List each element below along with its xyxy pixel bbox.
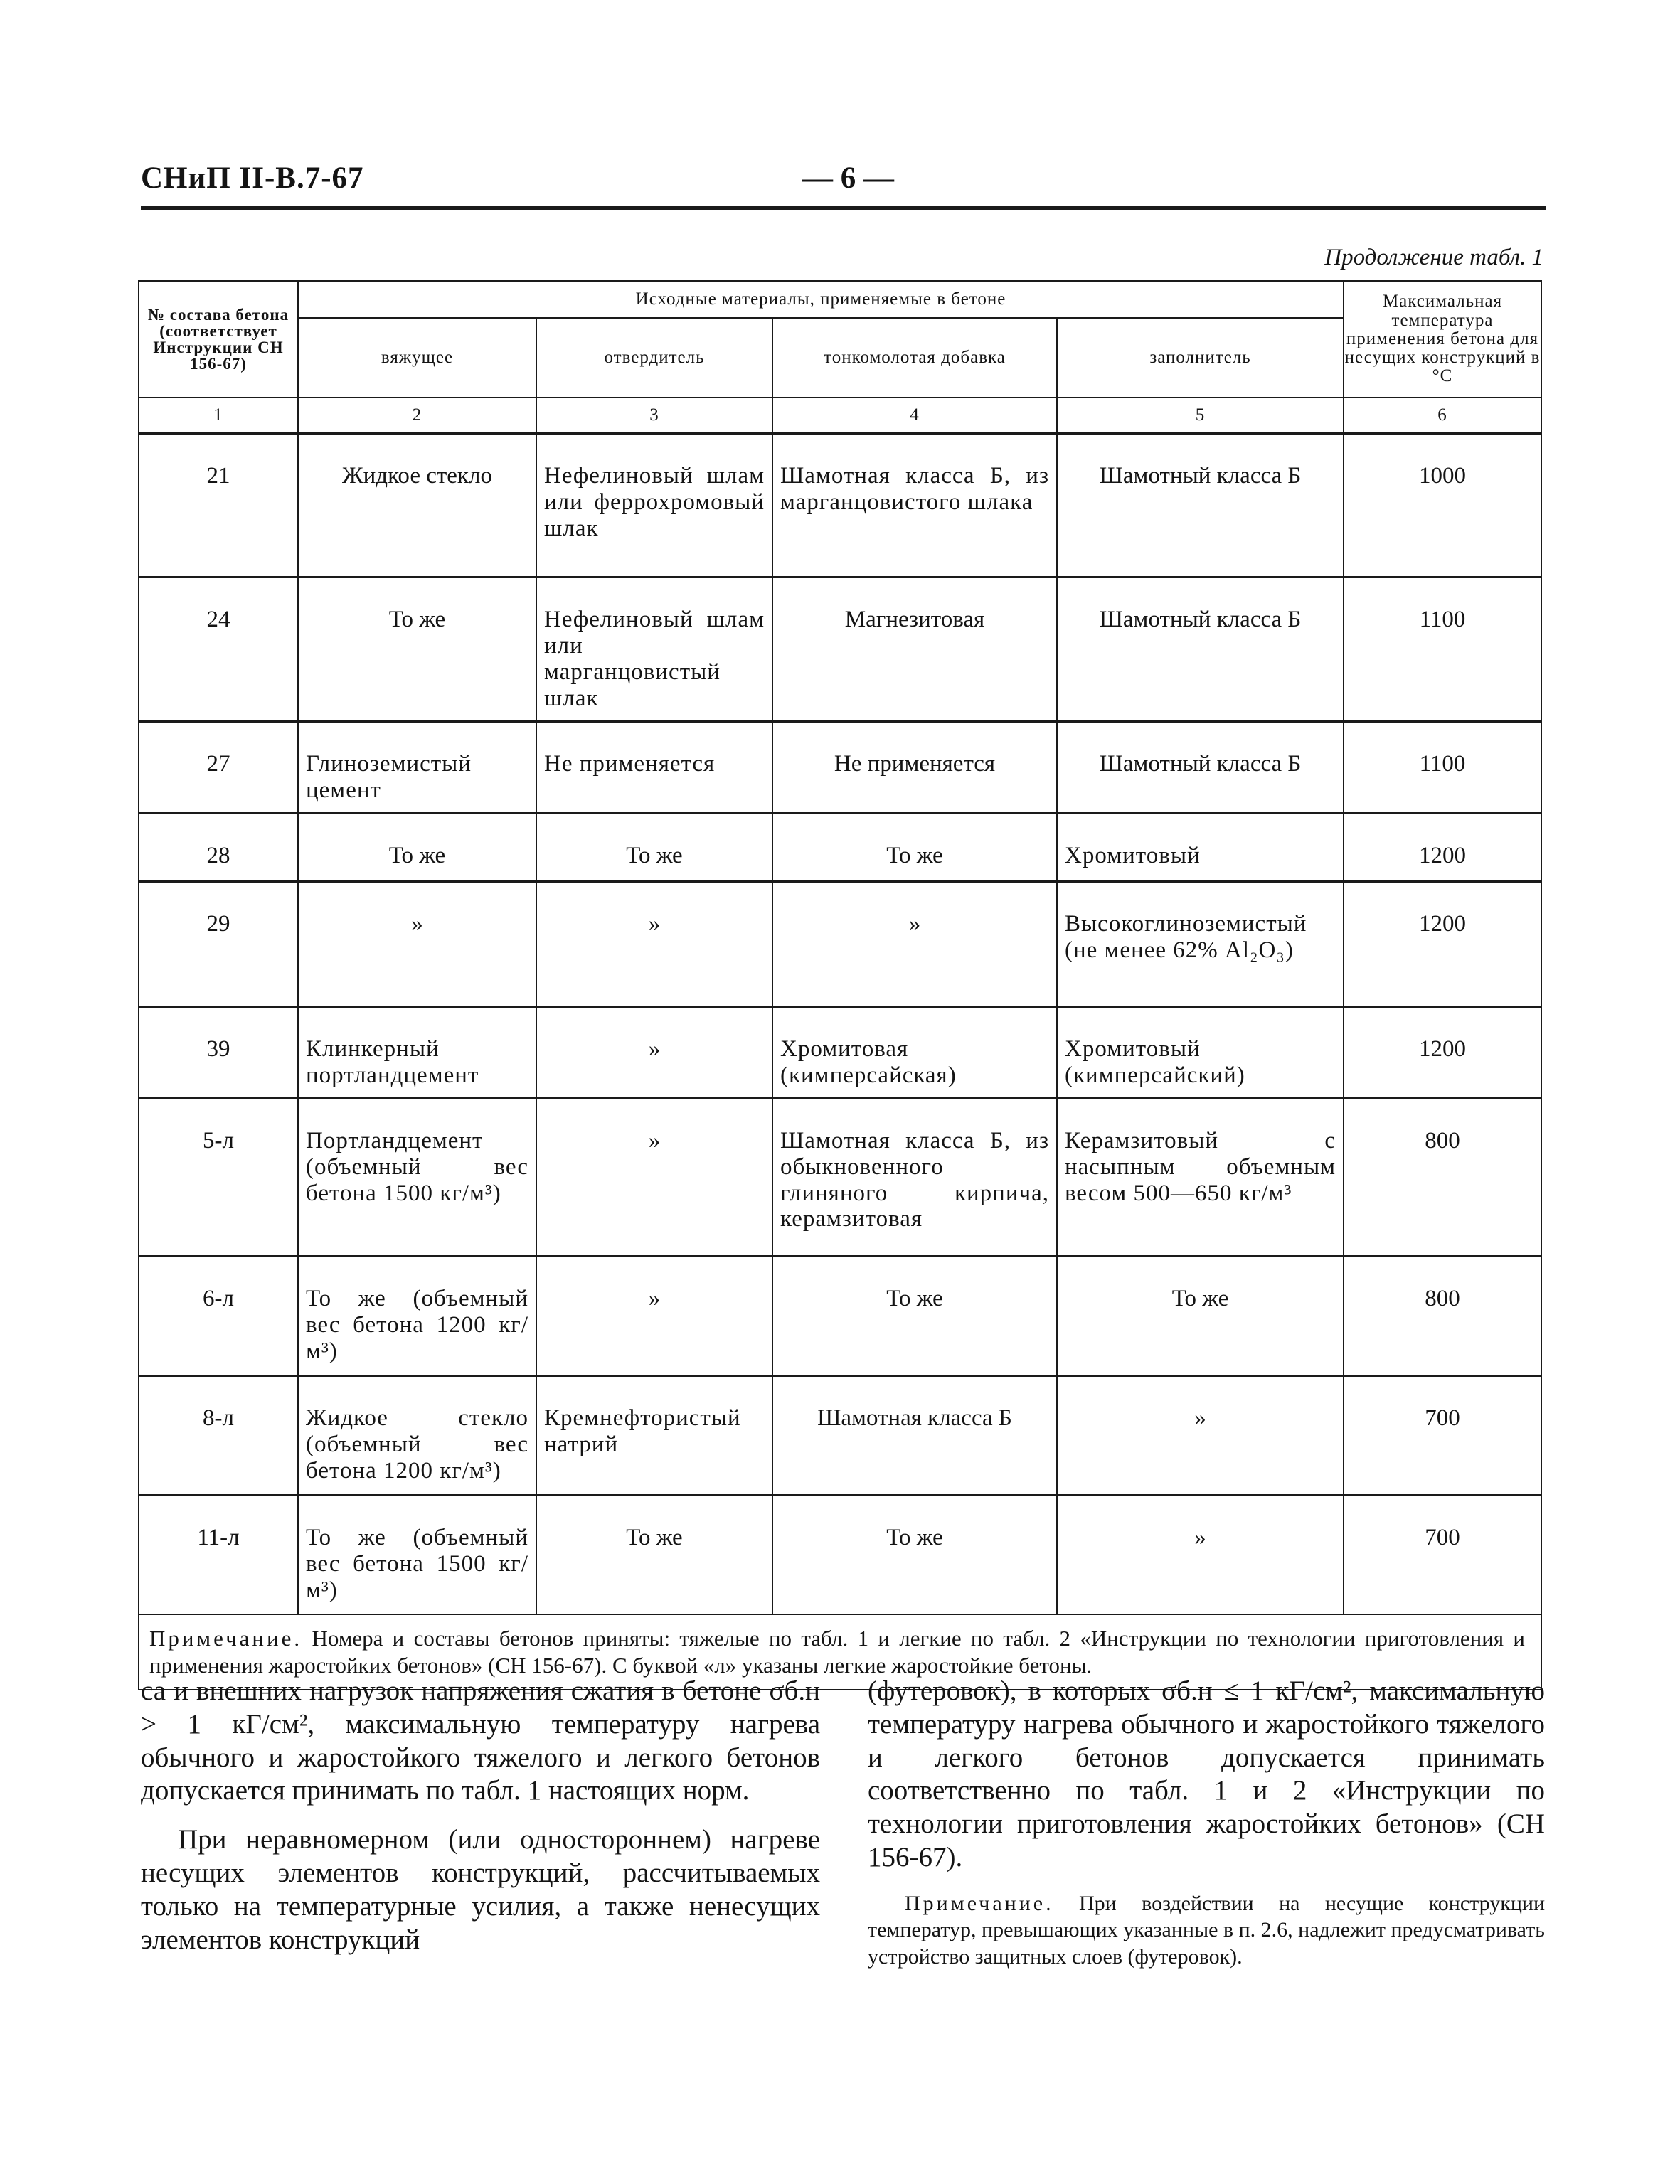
body-column-right: [868, 1675, 1545, 1986]
cell-additive: Шамотная класса Б: [772, 1375, 1057, 1495]
column-number: 6: [1344, 398, 1541, 434]
cell-binder: То же (объемный вес бетона 1500 кг/м³): [298, 1495, 536, 1614]
cell-binder: Жидкое стекло: [298, 434, 536, 577]
table-row: [139, 881, 1541, 1006]
cell-number: 28: [139, 813, 298, 881]
column-number: 1: [139, 398, 298, 434]
column-number-row: [139, 398, 1541, 434]
paragraph: При неравномерном (или одностороннем) нагреве несущих элементов конструкций, рассчитываемых только на температурные усилия, а также ненесущих элементов конструкций: [141, 1824, 820, 1955]
cell-number: 39: [139, 1006, 298, 1098]
cell-hardener: То же: [536, 1495, 772, 1614]
cell-binder: »: [298, 881, 536, 1006]
body-note: [868, 1890, 1545, 1971]
cell-binder: То же: [298, 813, 536, 881]
cell-hardener: »: [536, 1098, 772, 1256]
cell-temperature: 1200: [1344, 1006, 1541, 1098]
cell-number: 27: [139, 721, 298, 813]
concrete-materials-table: [138, 280, 1542, 1690]
cell-temperature: 1200: [1344, 881, 1541, 1006]
cell-hardener: »: [536, 1006, 772, 1098]
table-row: [139, 1006, 1541, 1098]
cell-additive: То же: [772, 1495, 1057, 1614]
cell-additive: Магнезитовая: [772, 577, 1057, 722]
header-max-temperature: Максимальная температура применения бетона для несущих конструкций в °С: [1344, 281, 1541, 398]
cell-temperature: 800: [1344, 1098, 1541, 1256]
column-number: 2: [298, 398, 536, 434]
table-row: [139, 1256, 1541, 1375]
header-hardener: отвердитель: [536, 318, 772, 398]
paragraph: (футеровок), в которых σб.н ≤ 1 кГ/см², максимальную температуру нагрева обычного и жаростойкого тяжелого и легкого бетонов допускается принимать соответственно по табл. 1 и 2 «Инструкции по технологии приготовления жаростойких бетонов» (СН 156-67).: [868, 1676, 1545, 1873]
cell-filler: Хромитовый: [1057, 813, 1344, 881]
table-row: [139, 721, 1541, 813]
column-number: 4: [772, 398, 1057, 434]
cell-hardener: »: [536, 881, 772, 1006]
header-materials-group: Исходные материалы, применяемые в бетоне: [298, 281, 1344, 318]
cell-temperature: 700: [1344, 1495, 1541, 1614]
cell-filler: Шамотный класса Б: [1057, 434, 1344, 577]
table-row: [139, 1098, 1541, 1256]
table-row: [139, 813, 1541, 881]
cell-filler: Керамзитовый с насыпным объемным весом 500—650 кг/м³: [1057, 1098, 1344, 1256]
cell-filler: Шамотный класса Б: [1057, 721, 1344, 813]
header-binder: вяжущее: [298, 318, 536, 398]
cell-binder: Глиноземистый цемент: [298, 721, 536, 813]
cell-binder: То же: [298, 577, 536, 722]
cell-filler: »: [1057, 1495, 1344, 1614]
cell-number: 29: [139, 881, 298, 1006]
cell-binder: Жидкое стекло (объемный вес бетона 1200 кг/м³): [298, 1375, 536, 1495]
cell-number: 8-л: [139, 1375, 298, 1495]
header-filler: заполнитель: [1057, 318, 1344, 398]
cell-additive: Шамотная класса Б, из марганцовистого шлака: [772, 434, 1057, 577]
table-note-label: Примечание.: [149, 1626, 303, 1651]
cell-number: 24: [139, 577, 298, 722]
table-row: [139, 434, 1541, 577]
table-row: [139, 1375, 1541, 1495]
column-number: 3: [536, 398, 772, 434]
table-row: [139, 1495, 1541, 1614]
cell-number: 11-л: [139, 1495, 298, 1614]
cell-binder: То же (объемный вес бетона 1200 кг/м³): [298, 1256, 536, 1375]
paragraph: са и внешних нагрузок напряжения сжатия в бетоне σб.н > 1 кГ/см², максимальную температуру нагрева обычного и жаростойкого тяжелого и легкого бетонов допускается принимать по табл. 1 настоящих норм.: [141, 1676, 820, 1806]
body-note-text: При воздействии на несущие конструкции температур, превышающих указанные в п. 2.6, надлежит предусматривать устройство защитных слоев (футеровок).: [868, 1891, 1545, 1969]
cell-binder: Клинкерный портландцемент: [298, 1006, 536, 1098]
cell-temperature: 1100: [1344, 577, 1541, 722]
cell-binder: Портландцемент (объемный вес бетона 1500 кг/м³): [298, 1098, 536, 1256]
column-number: 5: [1057, 398, 1344, 434]
table-note-text: Номера и составы бетонов приняты: тяжелые по табл. 1 и легкие по табл. 2 «Инструкции по технологии приготовления и применения жаростойких бетонов» (СН 156-67). С буквой «л» указаны легкие жаростойкие бетоны.: [149, 1626, 1526, 1678]
cell-temperature: 700: [1344, 1375, 1541, 1495]
cell-filler: »: [1057, 1375, 1344, 1495]
table-caption: Продолжение табл. 1: [1324, 245, 1543, 270]
header-additive: тонкомолотая добавка: [772, 318, 1057, 398]
cell-additive: »: [772, 881, 1057, 1006]
cell-hardener: Нефелиновый шлам или марганцовистый шлак: [536, 577, 772, 722]
cell-filler: Хромитовый (кимперсайский): [1057, 1006, 1344, 1098]
body-note-label: Примечание.: [905, 1891, 1054, 1915]
cell-hardener: То же: [536, 813, 772, 881]
cell-hardener: Нефелиновый шлам или феррохромовый шлак: [536, 434, 772, 577]
cell-number: 6-л: [139, 1256, 298, 1375]
cell-filler: То же: [1057, 1256, 1344, 1375]
cell-additive: Не применяется: [772, 721, 1057, 813]
cell-filler: Высокоглиноземистый (не менее 62% Al₂O₃): [1057, 881, 1344, 1006]
cell-temperature: 800: [1344, 1256, 1541, 1375]
cell-temperature: 1000: [1344, 434, 1541, 577]
cell-additive: Хромитовая (кимперсайская): [772, 1006, 1057, 1098]
cell-filler: Шамотный класса Б: [1057, 577, 1344, 722]
document-code: СНиП II-В.7-67: [141, 161, 364, 195]
cell-number: 5-л: [139, 1098, 298, 1256]
table-row: [139, 577, 1541, 722]
cell-hardener: Кремнефтористый натрий: [536, 1375, 772, 1495]
cell-hardener: Не применяется: [536, 721, 772, 813]
cell-number: 21: [139, 434, 298, 577]
cell-temperature: 1100: [1344, 721, 1541, 813]
header-rule: [141, 206, 1546, 210]
cell-additive: Шамотная класса Б, из обыкновенного глиняного кирпича, керамзитовая: [772, 1098, 1057, 1256]
cell-additive: То же: [772, 813, 1057, 881]
body-column-left: [141, 1675, 820, 1972]
cell-temperature: 1200: [1344, 813, 1541, 881]
cell-hardener: »: [536, 1256, 772, 1375]
page-number: — 6 —: [802, 161, 894, 195]
header-composition-number: № состава бетона (соответствует Инструкции СН 156-67): [139, 281, 298, 398]
page-header: [141, 161, 1546, 203]
cell-additive: То же: [772, 1256, 1057, 1375]
